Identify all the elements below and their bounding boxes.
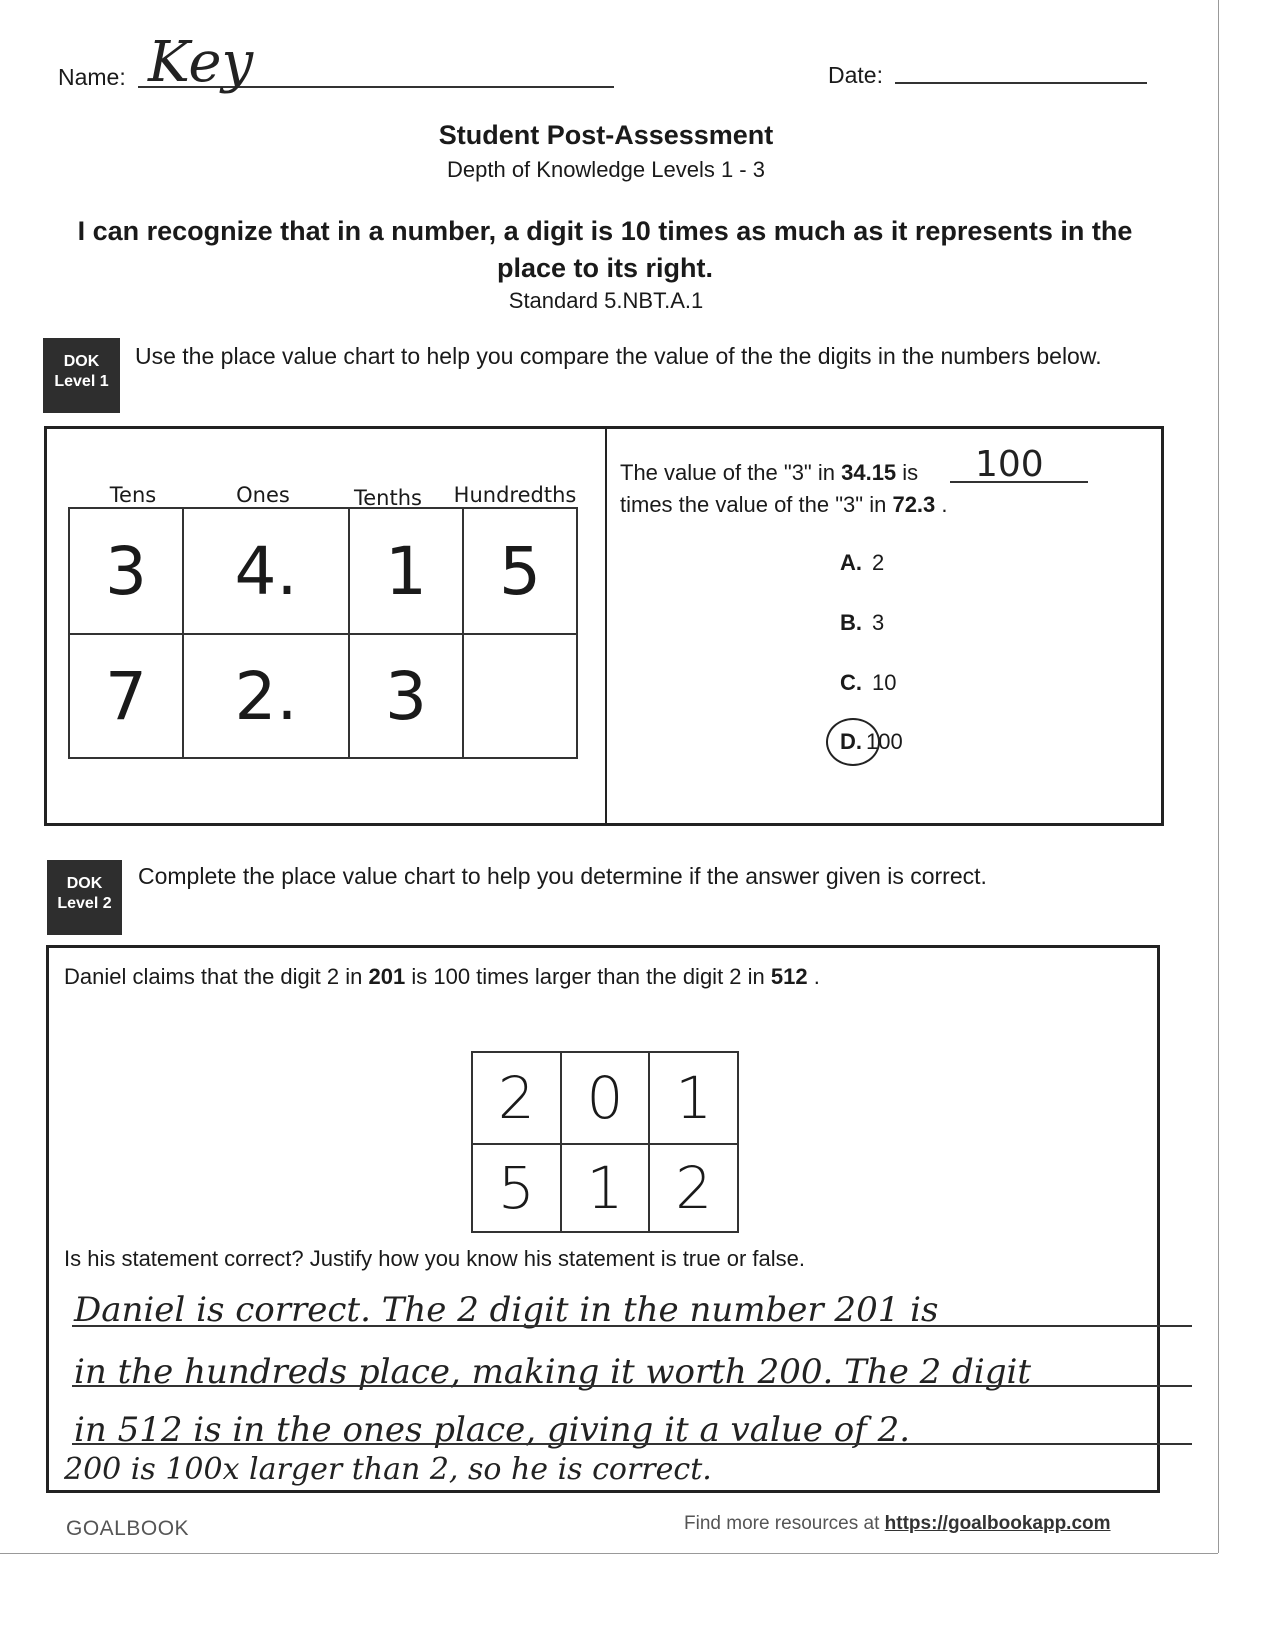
page-border-right (1218, 0, 1219, 1553)
question-text-2: times the value of the "3" in (620, 492, 887, 517)
chart-cell: 3 (349, 634, 463, 758)
question-line-1 (620, 460, 918, 486)
date-label: Date: (828, 62, 883, 88)
option-c[interactable] (840, 670, 896, 696)
chart-cell: 5 (463, 508, 577, 634)
grid-cell: 2 (649, 1144, 738, 1232)
claim-number-2: 512 (770, 964, 808, 989)
grid-cell: 1 (561, 1144, 650, 1232)
option-b[interactable] (840, 610, 884, 636)
option-value: 100 (866, 729, 903, 754)
page-subtitle: Depth of Knowledge Levels 1 - 3 (447, 157, 765, 182)
dok-level-2-badge (47, 860, 122, 935)
objective: I can recognize that in a number, a digit is 10 times as much as it represents in the place to its right. (77, 216, 1133, 283)
grid-row-1 (472, 1052, 738, 1144)
footer-resources (684, 1513, 1111, 1535)
option-letter: C. (840, 670, 862, 695)
grid-cell: 1 (649, 1052, 738, 1144)
footer-link[interactable]: https://goalbookapp.com (884, 1513, 1111, 1534)
claim-end: . (813, 964, 820, 989)
option-value: 3 (872, 610, 885, 635)
answer-written: 100 (975, 444, 1044, 485)
chart-cell: 3 (69, 508, 183, 634)
question-line-2 (620, 492, 948, 518)
grid-row-2 (472, 1144, 738, 1232)
question-end: . (941, 492, 948, 517)
answer-line-1: Daniel is correct. The 2 digit in the number 201 is (74, 1290, 939, 1330)
name-value: Key (148, 30, 254, 95)
page-border-bottom (0, 1553, 1218, 1554)
grid-cell: 0 (561, 1052, 650, 1144)
grid-cell: 2 (472, 1052, 561, 1144)
section2-instruction: Complete the place value chart to help you determine if the answer given is correct. (138, 863, 987, 889)
answer-line-4: 200 is 100x larger than 2, so he is correct. (64, 1452, 712, 1487)
header-tens: Tens (109, 483, 157, 507)
claim-text-2: is 100 times larger than the digit 2 in (411, 964, 765, 989)
chart-cell: 7 (69, 634, 183, 758)
justify-question: Is his statement correct? Justify how you know his statement is true or false. (64, 1246, 805, 1271)
header-hundredths: Hundredths (453, 483, 577, 507)
question-text: The value of the "3" in (620, 460, 835, 485)
selected-circle-icon (826, 718, 880, 766)
number-b: 72.3 (892, 492, 936, 517)
dok-level-label: Level 1 (54, 373, 109, 390)
name-label: Name: (58, 64, 126, 90)
resources-text: Find more resources at (684, 1513, 880, 1534)
chart-row-2 (69, 634, 577, 758)
option-letter: B. (840, 610, 862, 635)
chart-cell: 2. (183, 634, 349, 758)
option-letter: A. (840, 550, 862, 575)
chart-cell: 4. (183, 508, 349, 634)
option-value: 10 (872, 670, 897, 695)
dok-label: DOK (63, 353, 100, 370)
claim (64, 964, 820, 990)
chart-cell: 1 (349, 508, 463, 634)
answer-rule (72, 1385, 1192, 1387)
answer-rule (72, 1443, 1192, 1445)
standard: Standard 5.NBT.A.1 (508, 288, 704, 313)
date-line (895, 82, 1147, 84)
answer-line-3: in 512 is in the ones place, giving it a value of 2. (74, 1410, 911, 1450)
header-ones: Ones (236, 483, 290, 507)
goalbook-logo: GOALBOOK (66, 1517, 190, 1540)
answer-rule (72, 1325, 1192, 1327)
dok-label: DOK (66, 875, 103, 892)
digit-grid (471, 1051, 739, 1233)
option-value: 2 (872, 550, 885, 575)
page-title: Student Post-Assessment (438, 120, 774, 150)
section1-instruction: Use the place value chart to help you compare the value of the the digits in the numbers below. (135, 343, 1102, 369)
grid-cell: 5 (472, 1144, 561, 1232)
header-tenths: Tenths (354, 486, 422, 510)
number-a: 34.15 (841, 460, 897, 485)
chart-row-1 (69, 508, 577, 634)
option-a[interactable] (840, 550, 884, 576)
place-value-chart (68, 507, 578, 759)
claim-text: Daniel claims that the digit 2 in (64, 964, 363, 989)
question-is: is (902, 460, 919, 485)
chart-cell (463, 634, 577, 758)
dok-level-1-badge (43, 338, 120, 413)
answer-line-2: in the hundreds place, making it worth 200. The 2 digit (74, 1352, 1031, 1392)
dok-level-label: Level 2 (57, 895, 112, 912)
claim-number-1: 201 (368, 964, 406, 989)
option-letter: D. (840, 729, 862, 754)
box-divider (605, 429, 607, 823)
